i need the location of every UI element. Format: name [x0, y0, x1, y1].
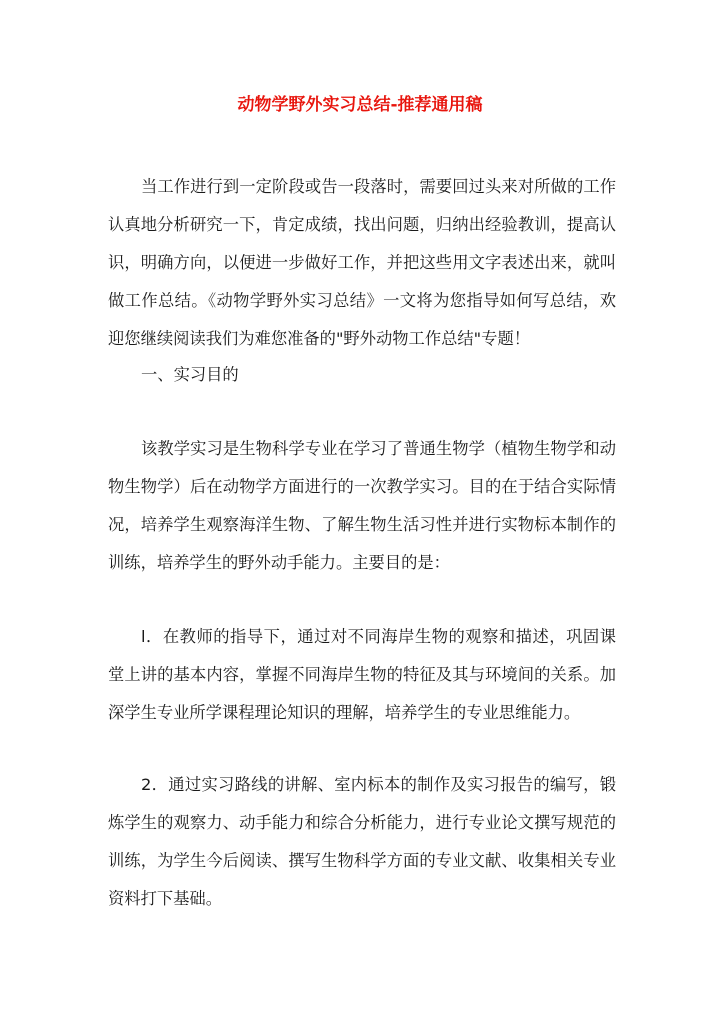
section-heading-purpose: 一、实习目的: [141, 365, 239, 384]
intro-paragraph: 当工作进行到一定阶段或告一段落时，需要回过头来对所做的工作认真地分析研究一下，肯定成绩，找出问题，归纳出经验教训，提高认识，明确方向，以便进一步做好工作，并把这些用文字表述出来，就叫做工作总结。《动物学野外实习总结》一文将为您指导如何写总结，欢迎您继续阅读我们为难您准备的"野外动物工作总结"专题！: [108, 177, 616, 348]
goal-item-2: 2．通过实习路线的讲解、室内标本的制作及实习报告的编写，锻炼学生的观察力、动手能力和综合分析能力，进行专业论文撰写规范的训练，为学生今后阅读、撰写生物科学方面的专业文献、收集相关专业资料打下基础。: [108, 775, 616, 908]
purpose-paragraph: 该教学实习是生物科学专业在学习了普通生物学（植物生物学和动物生物学）后在动物学方面进行的一次教学实习。目的在于结合实际情况，培养学生观察海洋生物、了解生物生活习性并进行实物标本制作的训练，培养学生的野外动手能力。主要目的是：: [108, 439, 616, 572]
document-title: 动物学野外实习总结-推荐通用稿: [237, 95, 483, 115]
goal-item-1: l．在教师的指导下，通过对不同海岸生物的观察和描述，巩固课堂上讲的基本内容，掌握不同海岸生物的特征及其与环境间的关系。加深学生专业所学课程理论知识的理解，培养学生的专业思维能力。: [108, 627, 616, 722]
